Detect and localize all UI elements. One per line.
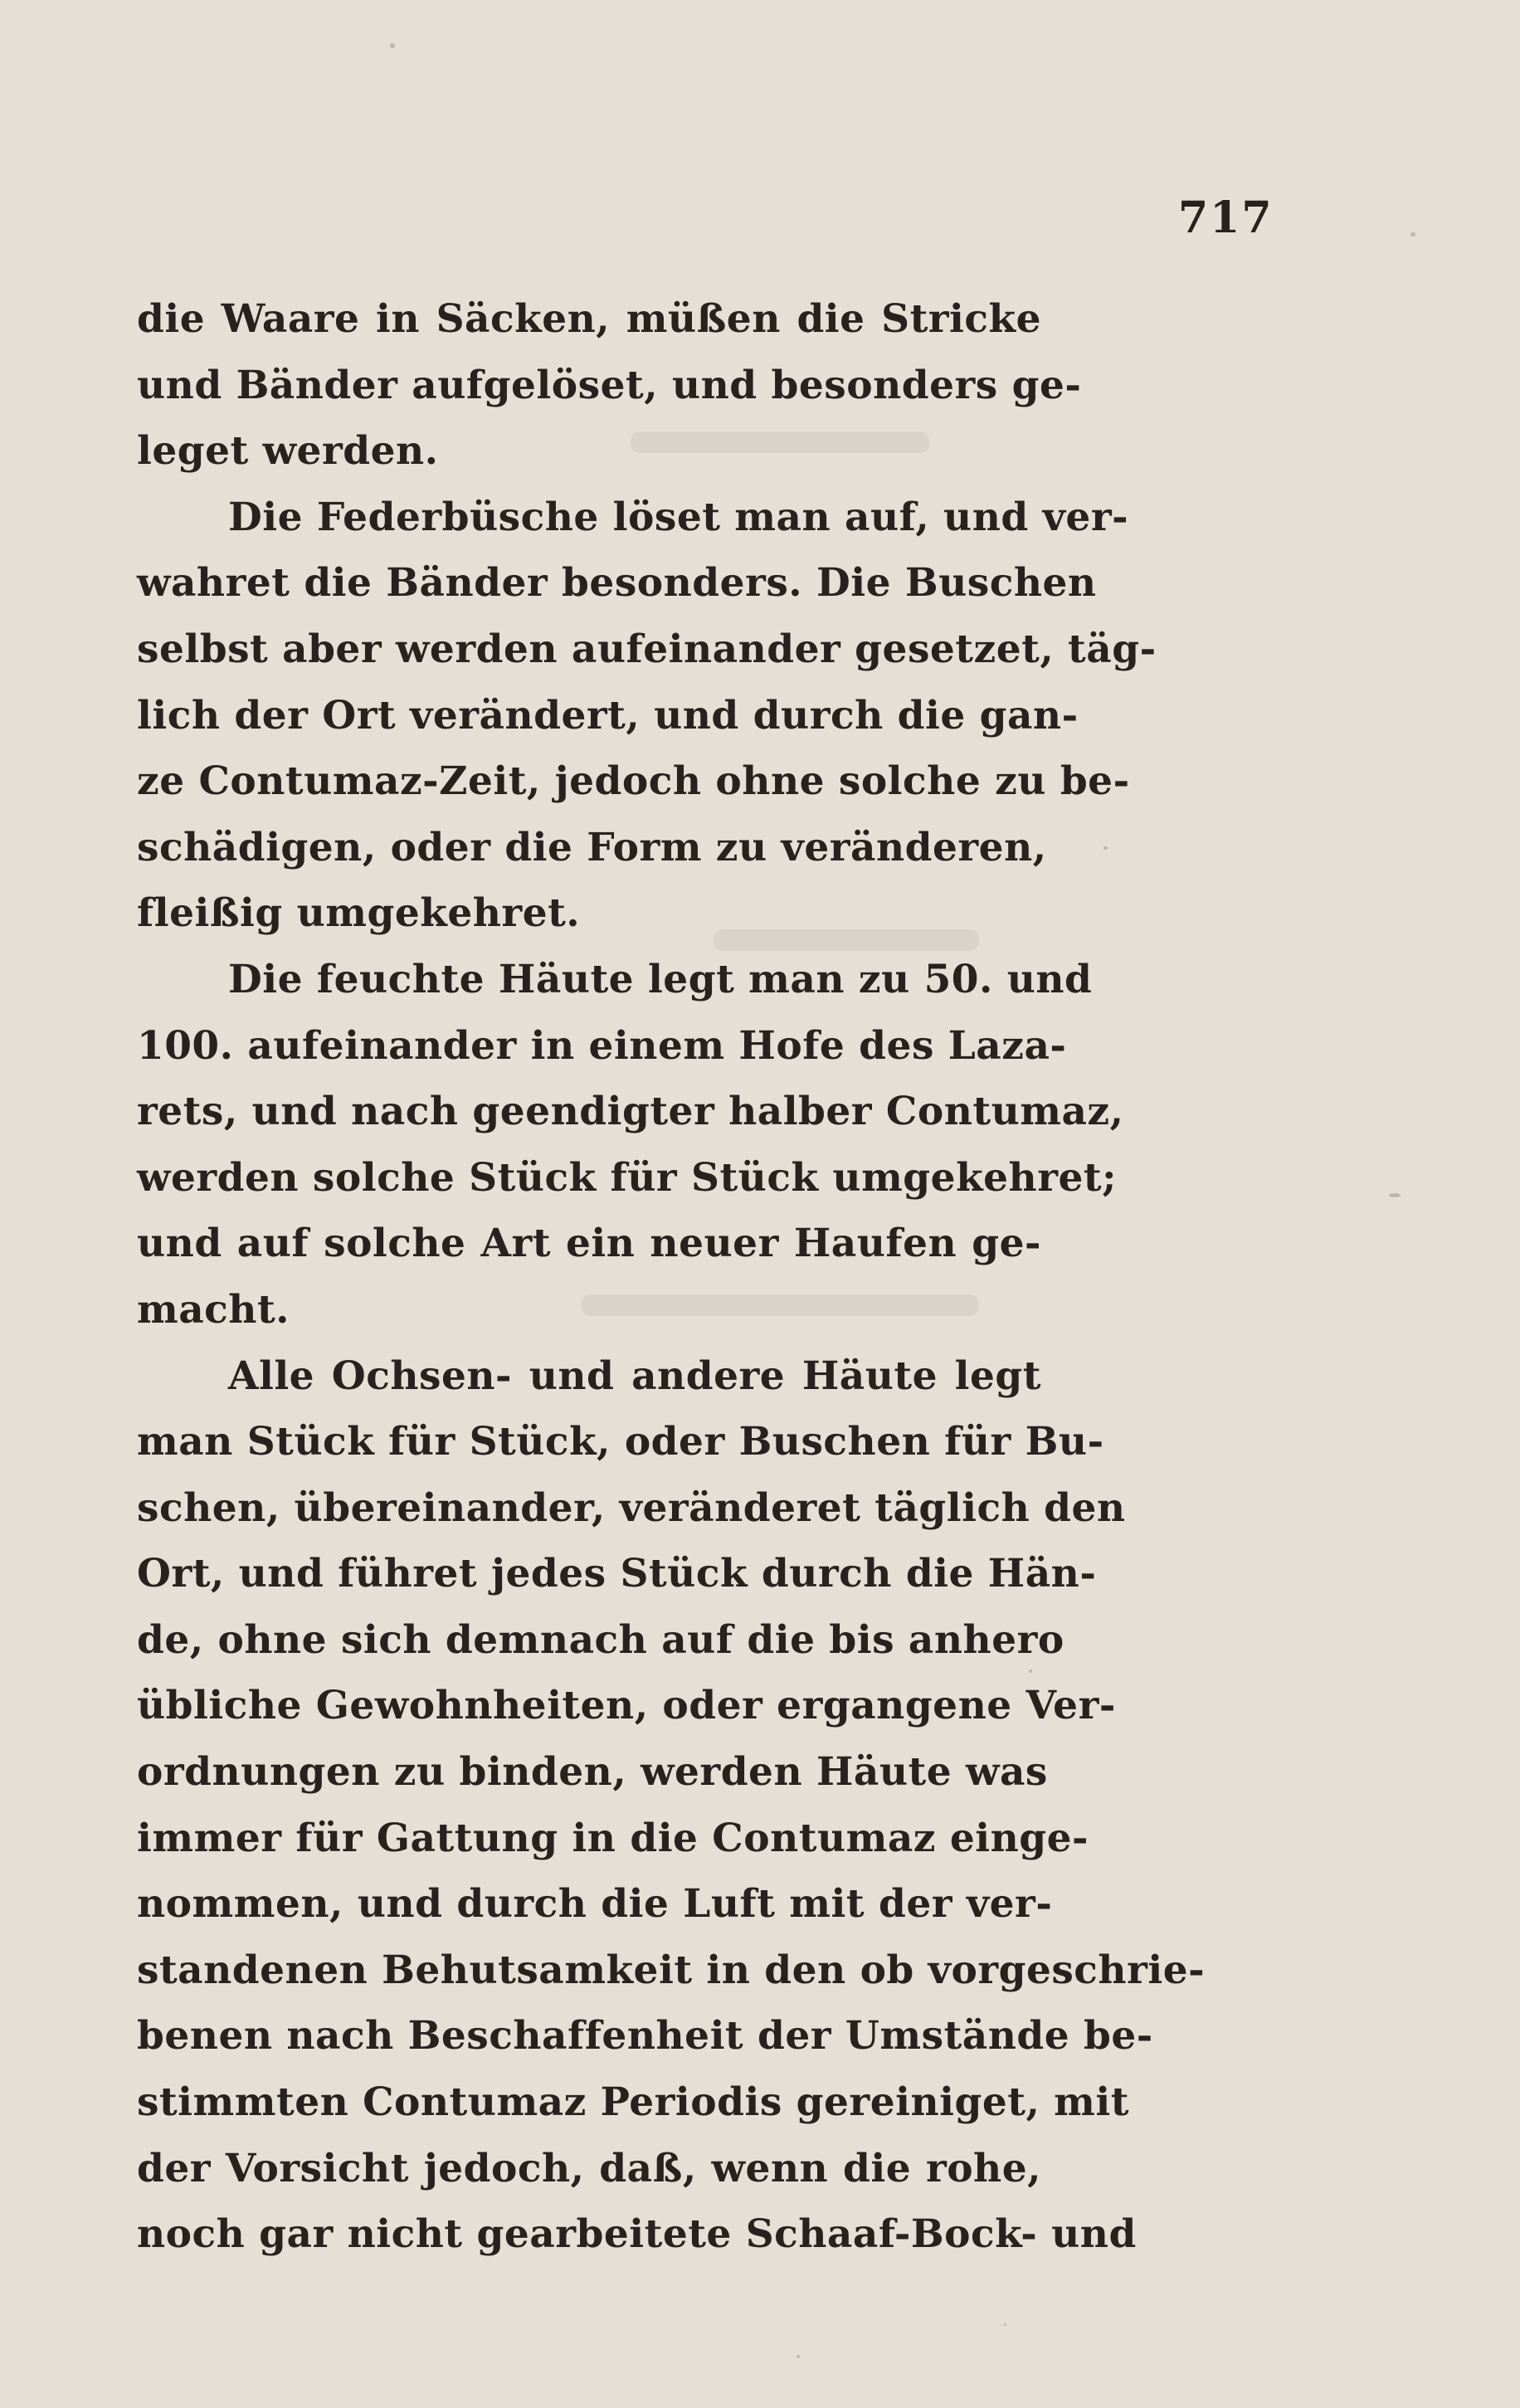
text-line: man Stück für Stück, oder Buschen für Bu-	[137, 1419, 1104, 1465]
text-line: standenen Behutsamkeit in den ob vorgeschrie-	[137, 1947, 1206, 1993]
text-line: und Bänder aufgelöset, und besonders ge-	[137, 362, 1082, 408]
text-line: lich der Ort verändert, und durch die gan-	[137, 692, 1079, 738]
text-line: Die Federbüsche löset man auf, und ver-	[228, 494, 1129, 540]
text-line: wahret die Bänder besonders. Die Buschen	[137, 560, 1097, 607]
text-line: 100. aufeinander in einem Hofe des Laza-	[137, 1022, 1067, 1069]
text-line: ordnungen zu binden, werden Häute was	[137, 1749, 1048, 1796]
text-line: fleißig umgekehret.	[137, 890, 581, 937]
paper-speck	[797, 2355, 800, 2358]
text-line: übliche Gewohnheiten, oder ergangene Ver-	[137, 1683, 1116, 1729]
page-number: 717	[1178, 193, 1274, 243]
text-line: stimmten Contumaz Periodis gereiniget, mit	[137, 2079, 1129, 2126]
text-line: benen nach Beschaffenheit der Umstände be-	[137, 2013, 1153, 2059]
text-line: Die feuchte Häute legt man zu 50. und	[228, 956, 1093, 1002]
text-line: schädigen, oder die Form zu veränderen,	[137, 824, 1047, 870]
text-line: Alle Ochsen- und andere Häute legt	[228, 1353, 1041, 1399]
text-line: nommen, und durch die Luft mit der ver-	[137, 1881, 1053, 1928]
paper-speck	[1410, 232, 1415, 236]
text-line: leget werden.	[137, 428, 439, 475]
paper-speck	[1004, 2323, 1006, 2326]
paper-speck	[1103, 846, 1108, 850]
text-line: Ort, und führet jedes Stück durch die Hän-	[137, 1551, 1097, 1597]
text-line: noch gar nicht gearbeitete Schaaf-Bock- und	[137, 2211, 1137, 2258]
paper-speck	[1389, 1193, 1401, 1197]
body-text	[137, 286, 1206, 2268]
paper-speck	[390, 43, 395, 48]
text-line: die Waare in Säcken, müßen die Stricke	[137, 296, 1041, 342]
text-line: schen, übereinander, veränderet täglich den	[137, 1484, 1126, 1531]
text-line: der Vorsicht jedoch, daß, wenn die rohe,	[137, 2145, 1041, 2191]
text-line: rets, und nach geendigter halber Contumaz,	[137, 1089, 1124, 1135]
text-line: macht.	[137, 1286, 290, 1333]
text-line: selbst aber werden aufeinander gesetzet, täg-	[137, 626, 1157, 672]
text-line: immer für Gattung in die Contumaz einge-	[137, 1815, 1089, 1861]
text-line: ze Contumaz-Zeit, jedoch ohne solche zu be-	[137, 758, 1130, 805]
text-line: de, ohne sich demnach auf die bis anhero	[137, 1616, 1064, 1663]
text-line: und auf solche Art ein neuer Haufen ge-	[137, 1221, 1041, 1267]
text-line: werden solche Stück für Stück umgekehret;	[137, 1154, 1117, 1201]
